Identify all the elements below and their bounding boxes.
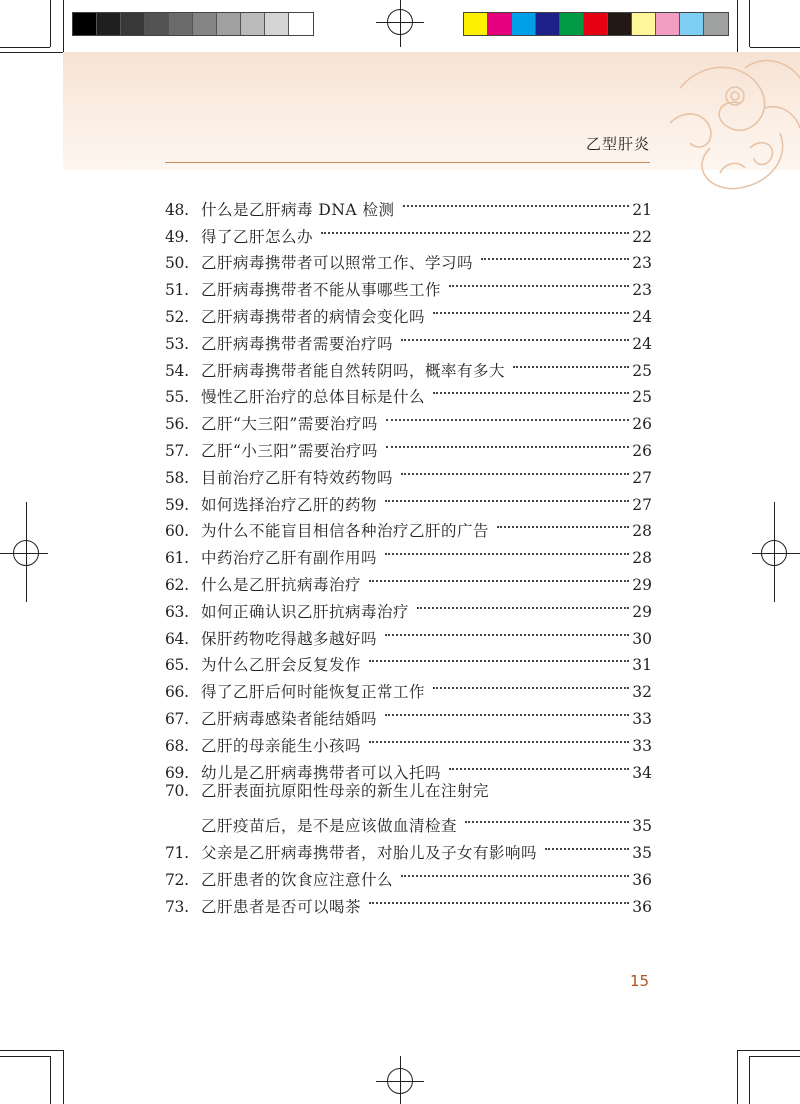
toc-entry-page: 35 bbox=[632, 843, 652, 862]
toc-dot-leader bbox=[385, 617, 629, 644]
toc-dot-leader bbox=[513, 349, 629, 376]
color-swatch bbox=[193, 13, 217, 35]
toc-entry-page: 24 bbox=[632, 334, 652, 353]
toc-list bbox=[165, 188, 652, 916]
toc-entry-page: 33 bbox=[632, 736, 652, 755]
toc-entry-title: 如何选择治疗乙肝的药物 bbox=[201, 495, 378, 514]
toc-dot-leader bbox=[385, 697, 629, 724]
color-swatch bbox=[488, 13, 512, 35]
toc-dot-leader bbox=[465, 804, 629, 831]
toc-entry-title: 乙肝病毒携带者不能从事哪些工作 bbox=[201, 281, 442, 300]
color-swatch bbox=[145, 13, 169, 35]
toc-entry-title: 乙肝病毒感染者能结婚吗 bbox=[201, 709, 378, 728]
toc-entry-number: 62. bbox=[165, 575, 189, 594]
toc-dot-leader bbox=[545, 831, 629, 858]
toc-dot-leader bbox=[449, 751, 629, 778]
toc-dot-leader bbox=[481, 242, 629, 269]
toc-dot-leader bbox=[321, 215, 629, 242]
toc-entry-title: 得了乙肝后何时能恢复正常工作 bbox=[201, 683, 426, 702]
toc-entry-number: 57. bbox=[165, 441, 189, 460]
color-swatch bbox=[217, 13, 241, 35]
color-swatch bbox=[584, 13, 608, 35]
toc-entry-number: 72. bbox=[165, 870, 189, 889]
toc-entry-number: 63. bbox=[165, 602, 189, 621]
toc-entry-title: 乙肝疫苗后，是不是应该做血清检查 bbox=[201, 817, 458, 836]
toc-entry-title: 目前治疗乙肝有特效药物吗 bbox=[201, 468, 394, 487]
toc-dot-leader bbox=[401, 456, 629, 483]
color-swatch bbox=[632, 13, 656, 35]
toc-entry-page: 29 bbox=[632, 602, 652, 621]
toc-dot-leader bbox=[497, 510, 629, 537]
toc-dot-leader bbox=[433, 670, 629, 697]
toc-dot-leader bbox=[417, 590, 629, 617]
toc-dot-leader bbox=[369, 563, 629, 590]
color-swatch bbox=[536, 13, 560, 35]
color-swatch bbox=[121, 13, 145, 35]
toc-entry-number: 70. bbox=[165, 781, 189, 800]
color-swatch bbox=[241, 13, 265, 35]
page-number: 15 bbox=[630, 972, 650, 990]
toc-entry-page: 36 bbox=[632, 897, 652, 916]
toc-entry-title: 乙肝病毒携带者能自然转阴吗，概率有多大 bbox=[201, 361, 506, 380]
toc-entry-page: 22 bbox=[632, 227, 652, 246]
toc-entry-page: 21 bbox=[632, 200, 652, 219]
toc-dot-leader bbox=[385, 536, 629, 563]
toc-entry-page: 26 bbox=[632, 415, 652, 434]
toc-entry-number: 54. bbox=[165, 361, 189, 380]
toc-entry-number: 69. bbox=[165, 763, 189, 782]
toc-entry-title: 什么是乙肝抗病毒治疗 bbox=[201, 575, 362, 594]
toc-entry-number: 68. bbox=[165, 736, 189, 755]
toc-entry-number: 51. bbox=[165, 281, 189, 300]
running-title: 乙型肝炎 bbox=[585, 135, 650, 153]
toc-dot-leader bbox=[386, 429, 629, 456]
toc-entry-page: 32 bbox=[632, 683, 652, 702]
toc-entry-page: 25 bbox=[632, 388, 652, 407]
toc-dot-leader bbox=[369, 644, 629, 671]
toc-entry-number: 52. bbox=[165, 307, 189, 326]
toc-entry-number: 49. bbox=[165, 227, 189, 246]
toc-entry-title: 乙肝患者是否可以喝茶 bbox=[201, 897, 362, 916]
toc-dot-leader bbox=[433, 295, 629, 322]
color-swatch bbox=[265, 13, 289, 35]
toc-entry-number: 73. bbox=[165, 897, 189, 916]
toc-entry-title: 乙肝病毒携带者可以照常工作、学习吗 bbox=[201, 254, 474, 273]
toc-dot-leader bbox=[385, 483, 629, 510]
toc-entry-title: 乙肝“大三阳”需要治疗吗 bbox=[201, 415, 378, 434]
toc-entry-title: 什么是乙肝病毒 DNA 检测 bbox=[201, 200, 395, 219]
toc-entry[interactable] bbox=[165, 188, 652, 219]
toc-entry-title: 幼儿是乙肝病毒携带者可以入托吗 bbox=[201, 763, 442, 782]
toc-entry-number: 50. bbox=[165, 254, 189, 273]
color-swatch bbox=[560, 13, 584, 35]
toc-entry-continuation[interactable] bbox=[165, 804, 652, 836]
toc-entry-page: 24 bbox=[632, 307, 652, 326]
toc-entry-number: 59. bbox=[165, 495, 189, 514]
toc-entry-page: 33 bbox=[632, 709, 652, 728]
color-swatch bbox=[704, 13, 728, 35]
toc-entry-number: 65. bbox=[165, 656, 189, 675]
toc-dot-leader bbox=[449, 268, 629, 295]
header-rule bbox=[165, 162, 650, 163]
process-color-bar bbox=[463, 12, 729, 36]
toc-entry-title: 慢性乙肝治疗的总体目标是什么 bbox=[201, 388, 426, 407]
toc-dot-leader bbox=[433, 376, 629, 403]
toc-entry-page: 36 bbox=[632, 870, 652, 889]
color-swatch bbox=[169, 13, 193, 35]
toc-entry-page: 28 bbox=[632, 522, 652, 541]
color-swatch bbox=[289, 13, 313, 35]
toc-entry-page: 31 bbox=[632, 656, 652, 675]
color-swatch bbox=[464, 13, 488, 35]
toc-entry-number: 53. bbox=[165, 334, 189, 353]
toc-dot-leader bbox=[386, 402, 629, 429]
toc-entry-title: 父亲是乙肝病毒携带者，对胎儿及子女有影响吗 bbox=[201, 843, 538, 862]
toc-entry-number: 67. bbox=[165, 709, 189, 728]
toc-entry-page: 27 bbox=[632, 495, 652, 514]
color-swatch bbox=[97, 13, 121, 35]
toc-entry-page: 34 bbox=[632, 763, 652, 782]
toc-entry-number: 55. bbox=[165, 388, 189, 407]
toc-entry-number: 48. bbox=[165, 200, 189, 219]
toc-entry[interactable] bbox=[165, 778, 652, 805]
floral-ornament-icon bbox=[650, 48, 800, 198]
toc-entry-title: 乙肝病毒携带者的病情会变化吗 bbox=[201, 307, 426, 326]
color-swatch bbox=[608, 13, 632, 35]
toc-entry-title: 乙肝表面抗原阳性母亲的新生儿在注射完 bbox=[201, 781, 490, 800]
toc-entry-page: 26 bbox=[632, 441, 652, 460]
grayscale-color-bar bbox=[72, 12, 314, 36]
toc-dot-leader bbox=[369, 885, 629, 912]
color-swatch bbox=[73, 13, 97, 35]
toc-entry-number: 56. bbox=[165, 415, 189, 434]
toc-entry-page: 28 bbox=[632, 549, 652, 568]
toc-entry-page: 25 bbox=[632, 361, 652, 380]
toc-entry-number: 71. bbox=[165, 843, 189, 862]
toc-dot-leader bbox=[403, 188, 630, 215]
toc-entry-page: 30 bbox=[632, 629, 652, 648]
toc-entry-title: 乙肝患者的饮食应注意什么 bbox=[201, 870, 394, 889]
toc-entry-title: 为什么乙肝会反复发作 bbox=[201, 656, 362, 675]
toc-entry-title: 乙肝病毒携带者需要治疗吗 bbox=[201, 334, 394, 353]
toc-entry-title: 乙肝“小三阳”需要治疗吗 bbox=[201, 441, 378, 460]
toc-entry-page: 27 bbox=[632, 468, 652, 487]
color-swatch bbox=[656, 13, 680, 35]
toc-entry-number: 58. bbox=[165, 468, 189, 487]
toc-entry-page: 29 bbox=[632, 575, 652, 594]
toc-entry-title: 如何正确认识乙肝抗病毒治疗 bbox=[201, 602, 410, 621]
toc-entry-page: 23 bbox=[632, 254, 652, 273]
toc-entry-title: 得了乙肝怎么办 bbox=[201, 227, 314, 246]
toc-dot-leader bbox=[401, 858, 629, 885]
toc-entry-number: 64. bbox=[165, 629, 189, 648]
toc-entry-title: 保肝药物吃得越多越好吗 bbox=[201, 629, 378, 648]
toc-dot-leader bbox=[369, 724, 629, 751]
toc-entry-title: 中药治疗乙肝有副作用吗 bbox=[201, 549, 378, 568]
toc-entry-number: 61. bbox=[165, 549, 189, 568]
toc-entry-title: 为什么不能盲目相信各种治疗乙肝的广告 bbox=[201, 522, 490, 541]
toc-entry-page: 23 bbox=[632, 281, 652, 300]
toc-entry-number: 60. bbox=[165, 522, 189, 541]
color-swatch bbox=[680, 13, 704, 35]
toc-entry-number: 66. bbox=[165, 683, 189, 702]
toc-entry-page: 35 bbox=[632, 817, 652, 836]
toc-dot-leader bbox=[401, 322, 629, 349]
color-swatch bbox=[512, 13, 536, 35]
toc-entry-title: 乙肝的母亲能生小孩吗 bbox=[201, 736, 362, 755]
